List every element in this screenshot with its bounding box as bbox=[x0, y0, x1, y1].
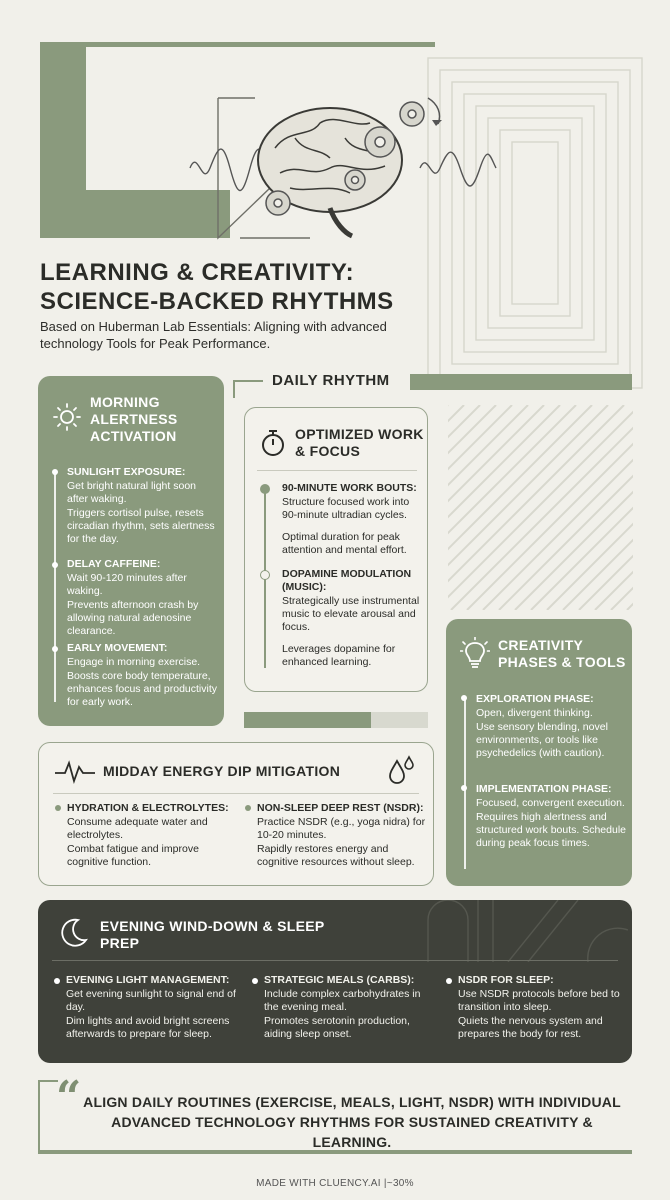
item-heading: DOPAMINE MODULATION (MUSIC): bbox=[282, 568, 412, 593]
optimized-title: OPTIMIZED WORK & FOCUS bbox=[295, 426, 424, 459]
closing-quote: ALIGN DAILY ROUTINES (EXERCISE, MEALS, LIGHT, NSDR) WITH INDIVIDUAL ADVANCED TECHNOLOGY RHYTHMS FOR SUSTAINED CREATIVITY & LEARNING. bbox=[83, 1094, 621, 1150]
top-accent-bar bbox=[40, 42, 435, 47]
item-text: Consume adequate water and electrolytes. bbox=[67, 816, 208, 841]
quote-frame bbox=[38, 1080, 40, 1152]
item-text: Focused, convergent execution. bbox=[476, 797, 625, 809]
bullet-dot bbox=[252, 978, 258, 984]
midday-card bbox=[38, 742, 434, 886]
item-text: Triggers cortisol pulse, resets circadian rhythm, sets alertness for the day. bbox=[67, 507, 215, 545]
item-text: Get evening sunlight to signal end of day. bbox=[66, 988, 236, 1013]
stopwatch-icon bbox=[259, 428, 287, 458]
item-heading: EVENING LIGHT MANAGEMENT: bbox=[66, 974, 230, 986]
heartbeat-icon bbox=[55, 759, 95, 785]
item-text: Optimal duration for peak attention and mental effort. bbox=[282, 531, 407, 556]
item-heading: SUNLIGHT EXPOSURE: bbox=[67, 466, 186, 478]
creativity-card bbox=[446, 619, 632, 886]
midday-title: MIDDAY ENERGY DIP MITIGATION bbox=[103, 763, 341, 779]
arc-pattern-decoration bbox=[418, 900, 632, 962]
item-text: Requires high alertness and structured work bouts. Schedule during peak focus times. bbox=[476, 811, 626, 849]
timeline-dot bbox=[52, 646, 58, 652]
item-heading: HYDRATION & ELECTROLYTES: bbox=[67, 802, 229, 814]
morning-title: MORNING ALERTNESS ACTIVATION bbox=[90, 394, 178, 444]
midday-item bbox=[67, 802, 235, 869]
timeline-dot bbox=[260, 570, 270, 580]
item-heading: IMPLEMENTATION PHASE: bbox=[476, 783, 612, 795]
divider-line bbox=[53, 793, 419, 794]
item-heading: EXPLORATION PHASE: bbox=[476, 693, 594, 705]
quote-mark-icon: “ bbox=[56, 1072, 82, 1123]
item-heading: NSDR FOR SLEEP: bbox=[458, 974, 554, 986]
item-text: Wait 90-120 minutes after waking. bbox=[67, 572, 187, 597]
timeline-dot bbox=[461, 695, 467, 701]
divider-line bbox=[257, 470, 417, 471]
timeline-dot bbox=[260, 484, 270, 494]
optimized-item bbox=[282, 482, 422, 557]
footer-credit: MADE WITH CLUENCY.AI |~30% bbox=[256, 1178, 414, 1189]
item-text: Quiets the nervous system and prepares the body for rest. bbox=[458, 1015, 603, 1040]
bullet-dot bbox=[55, 805, 61, 811]
daily-rhythm-label: DAILY RHYTHM bbox=[272, 372, 390, 389]
item-text: Leverages dopamine for enhanced learning. bbox=[282, 643, 396, 668]
morning-card bbox=[38, 376, 224, 726]
item-text: Strategically use instrumental music to elevate arousal and focus. bbox=[282, 595, 420, 633]
timeline-dot bbox=[461, 785, 467, 791]
item-text: Get bright natural light soon after waking. bbox=[67, 480, 196, 505]
item-heading: DELAY CAFFEINE: bbox=[67, 558, 161, 570]
item-heading: EARLY MOVEMENT: bbox=[67, 642, 168, 654]
morning-item bbox=[67, 558, 217, 638]
creativity-title: CREATIVITY PHASES & TOOLS bbox=[498, 637, 626, 670]
brain-gears-illustration bbox=[180, 68, 500, 258]
title-line-2: SCIENCE-BACKED RHYTHMS bbox=[40, 288, 394, 315]
bullet-dot bbox=[245, 805, 251, 811]
optimized-item bbox=[282, 568, 422, 669]
item-text: Promotes serotonin production, aiding sleep onset. bbox=[264, 1015, 410, 1040]
page-subtitle: Based on Huberman Lab Essentials: Aligning with advanced technology Tools for Peak Performance. bbox=[40, 319, 387, 351]
sun-icon bbox=[52, 402, 82, 432]
quote-frame bbox=[38, 1080, 58, 1082]
creativity-item bbox=[476, 783, 626, 850]
timeline-dot bbox=[52, 469, 58, 475]
divider-line bbox=[233, 380, 235, 398]
morning-item bbox=[67, 642, 219, 709]
item-text: Use sensory blending, novel environments, or tools like psychedelics (with caution). bbox=[476, 721, 608, 759]
item-heading: STRATEGIC MEALS (CARBS): bbox=[264, 974, 415, 986]
evening-item bbox=[458, 974, 623, 1041]
optimized-work-card bbox=[244, 407, 428, 692]
divider-line bbox=[233, 380, 263, 382]
item-text: Dim lights and avoid bright screens afterwards to prepare for sleep. bbox=[66, 1015, 230, 1040]
title-line-1: LEARNING & CREATIVITY: bbox=[40, 259, 355, 286]
item-text: Combat fatigue and improve cognitive function. bbox=[67, 843, 199, 868]
timeline-dot bbox=[52, 562, 58, 568]
item-text: Rapidly restores energy and cognitive resources without sleep. bbox=[257, 843, 415, 868]
lightbulb-icon bbox=[460, 637, 490, 669]
moon-icon bbox=[56, 916, 90, 950]
divider-line bbox=[52, 960, 618, 961]
diagonal-lines-decoration bbox=[448, 405, 633, 610]
timeline-line bbox=[54, 470, 56, 702]
bullet-dot bbox=[446, 978, 452, 984]
progress-bar-fill bbox=[244, 712, 371, 728]
evening-item bbox=[264, 974, 434, 1041]
water-drops-icon bbox=[385, 755, 417, 787]
page-title bbox=[40, 258, 460, 316]
item-heading: 90-MINUTE WORK BOUTS: bbox=[282, 482, 417, 494]
item-text: Prevents afternoon crash by allowing natural adenosine clearance. bbox=[67, 599, 199, 637]
item-text: Practice NSDR (e.g., yoga nidra) for 10-20 minutes. bbox=[257, 816, 426, 841]
item-text: Boosts core body temperature, enhances focus and productivity for early work. bbox=[67, 670, 218, 708]
item-text: Use NSDR protocols before bed to transition into sleep. bbox=[458, 988, 620, 1013]
midday-item bbox=[257, 802, 429, 869]
evening-card bbox=[38, 900, 632, 1063]
daily-rhythm-bar bbox=[410, 374, 632, 390]
evening-item bbox=[66, 974, 246, 1041]
item-text: Engage in morning exercise. bbox=[67, 656, 201, 668]
item-text: Open, divergent thinking. bbox=[476, 707, 593, 719]
bullet-dot bbox=[54, 978, 60, 984]
evening-title: EVENING WIND-DOWN & SLEEP PREP bbox=[100, 918, 325, 951]
morning-item bbox=[67, 466, 217, 546]
creativity-item bbox=[476, 693, 626, 760]
timeline-line bbox=[464, 697, 466, 869]
item-text: Structure focused work into 90-minute ultradian cycles. bbox=[282, 496, 410, 521]
item-heading: NON-SLEEP DEEP REST (NSDR): bbox=[257, 802, 424, 814]
item-text: Include complex carbohydrates in the evening meal. bbox=[264, 988, 421, 1013]
